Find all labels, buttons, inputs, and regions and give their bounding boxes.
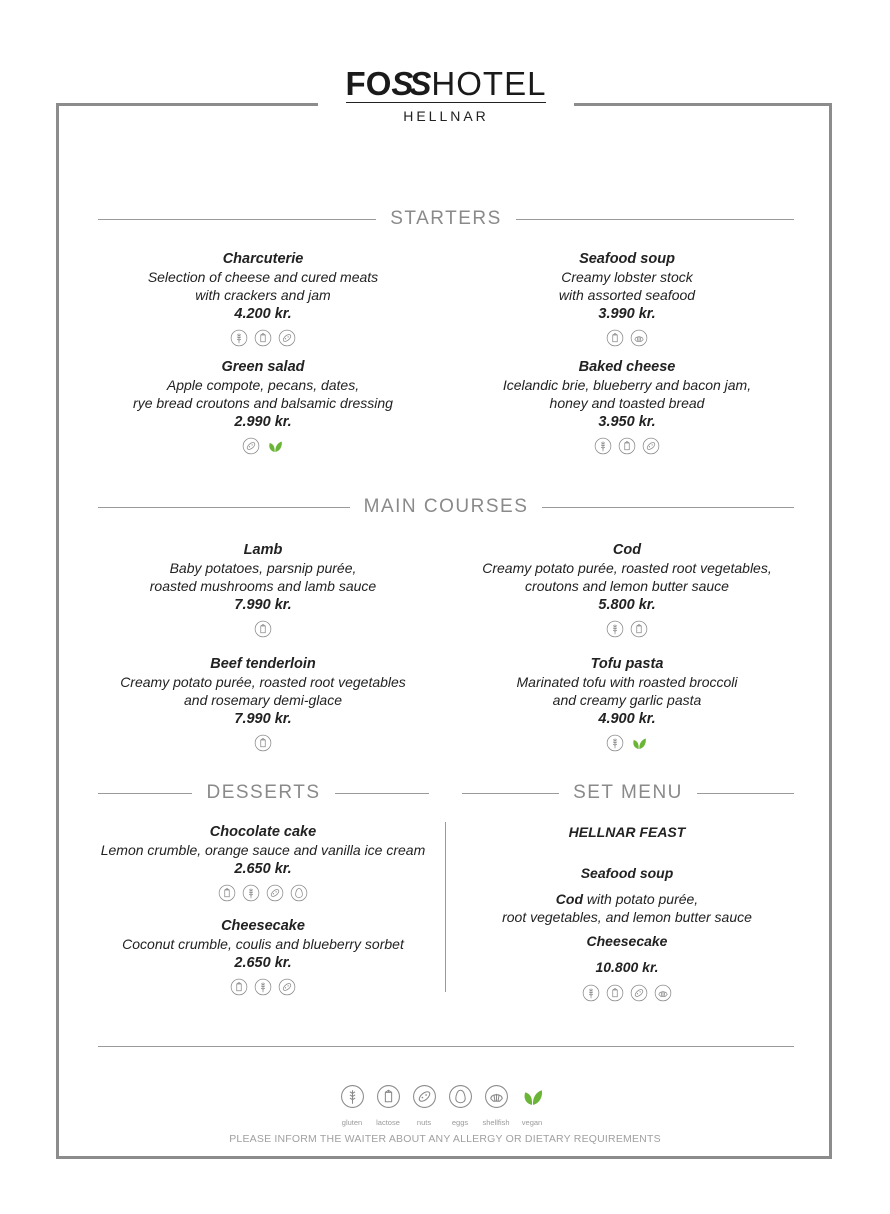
legend-item — [519, 1084, 545, 1127]
shellfish-icon — [484, 1084, 509, 1114]
item-name: Charcuterie — [222, 251, 304, 267]
eggs-icon — [448, 1084, 473, 1114]
nuts-icon — [278, 978, 296, 996]
section-rule — [697, 793, 794, 794]
lactose-icon — [218, 884, 236, 902]
item-description: Lemon crumble, orange sauce and vanilla ice cream — [100, 842, 426, 858]
item-name: Seafood soup — [579, 251, 675, 267]
menu-item — [98, 655, 428, 752]
allergen-icons — [98, 437, 428, 455]
menu-item — [98, 541, 428, 638]
set-menu-course-desc: with potato purée, — [583, 891, 699, 907]
allergen-icons — [98, 978, 428, 996]
section-header-desserts — [98, 782, 429, 804]
item-price: 2.650 kr. — [234, 955, 292, 971]
set-menu-course-desc: root vegetables, and lemon butter sauce — [502, 909, 752, 925]
item-name: Chocolate cake — [209, 824, 317, 840]
item-name: Cheesecake — [221, 918, 305, 934]
lactose-icon — [254, 329, 272, 347]
lactose-icon — [630, 620, 648, 638]
menu-item — [462, 541, 792, 638]
section-title: DESSERTS — [206, 782, 321, 803]
allergen-icons — [462, 329, 792, 347]
logo-wordmark — [318, 66, 574, 102]
logo-part-ss: SS — [391, 65, 428, 102]
set-menu — [462, 823, 792, 1002]
item-description: honey and toasted bread — [549, 395, 705, 411]
gluten-icon — [594, 437, 612, 455]
section-rule — [335, 793, 429, 794]
gluten-icon — [340, 1084, 365, 1114]
nuts-icon — [642, 437, 660, 455]
logo-part-hotel: HOTEL — [431, 65, 547, 102]
nuts-icon — [630, 984, 648, 1002]
legend-item — [375, 1084, 401, 1127]
set-menu-course: Seafood soup — [580, 865, 674, 881]
set-menu-price: 10.800 kr. — [595, 959, 659, 975]
allergen-icons — [98, 734, 428, 752]
lactose-icon — [254, 620, 272, 638]
section-rule — [542, 507, 794, 508]
item-price: 7.990 kr. — [234, 597, 292, 613]
item-name: Baked cheese — [578, 359, 676, 375]
lactose-icon — [376, 1084, 401, 1114]
section-header-set-menu — [462, 782, 794, 804]
vegan-icon — [266, 437, 284, 455]
section-title: STARTERS — [390, 208, 502, 229]
item-price: 4.900 kr. — [598, 711, 656, 727]
menu-item — [462, 358, 792, 455]
gluten-icon — [582, 984, 600, 1002]
logo-rule — [346, 102, 546, 103]
section-header-main-courses — [98, 496, 794, 518]
gluten-icon — [242, 884, 260, 902]
item-price: 3.990 kr. — [598, 306, 656, 322]
item-name: Cod — [612, 542, 642, 558]
eggs-icon — [290, 884, 308, 902]
section-rule — [98, 793, 192, 794]
lactose-icon — [606, 984, 624, 1002]
allergen-icons — [462, 437, 792, 455]
menu-item — [462, 655, 792, 752]
lactose-icon — [618, 437, 636, 455]
vegan-icon — [630, 734, 648, 752]
legend-item — [339, 1084, 365, 1127]
nuts-icon — [242, 437, 260, 455]
item-description: rye bread croutons and balsamic dressing — [133, 395, 393, 411]
item-description: Icelandic brie, blueberry and bacon jam, — [502, 377, 752, 393]
item-name: Green salad — [221, 359, 305, 375]
logo-part-fo: FO — [345, 65, 392, 102]
item-description: Apple compote, pecans, dates, — [166, 377, 360, 393]
menu-item — [98, 917, 428, 996]
allergen-legend — [339, 1084, 545, 1127]
item-price: 4.200 kr. — [234, 306, 292, 322]
section-title: MAIN COURSES — [363, 496, 529, 517]
item-description: and rosemary demi-glace — [184, 692, 342, 708]
item-description: with assorted seafood — [558, 287, 696, 303]
allergen-icons — [98, 620, 428, 638]
nuts-icon — [278, 329, 296, 347]
set-menu-course-name: Cod — [555, 891, 584, 907]
nuts-icon — [266, 884, 284, 902]
item-price: 2.650 kr. — [234, 861, 292, 877]
shellfish-icon — [654, 984, 672, 1002]
column-divider — [445, 822, 446, 992]
allergy-notice: PLEASE INFORM THE WAITER ABOUT ANY ALLERGY OR DIETARY REQUIREMENTS — [229, 1133, 661, 1145]
section-rule — [98, 507, 350, 508]
item-description: Coconut crumble, coulis and blueberry sorbet — [122, 936, 404, 952]
set-menu-course — [462, 890, 792, 908]
item-price: 5.800 kr. — [598, 597, 656, 613]
item-price: 7.990 kr. — [234, 711, 292, 727]
legend-label: lactose — [376, 1118, 400, 1127]
section-title: SET MENU — [573, 782, 683, 803]
item-price: 2.990 kr. — [234, 414, 292, 430]
allergen-icons — [98, 329, 428, 347]
section-rule — [98, 219, 376, 220]
legend-label: vegan — [521, 1118, 543, 1127]
gluten-icon — [606, 620, 624, 638]
logo-location: HELLNAR — [403, 108, 489, 124]
item-description: roasted mushrooms and lamb sauce — [149, 578, 377, 594]
footer-rule — [98, 1046, 794, 1047]
item-name: Tofu pasta — [590, 656, 664, 672]
item-description: Creamy potato purée, roasted root vegetables, — [482, 560, 772, 576]
legend-item — [411, 1084, 437, 1127]
legend-label: nuts — [416, 1118, 432, 1127]
nuts-icon — [412, 1084, 437, 1114]
item-description: Selection of cheese and cured meats — [147, 269, 379, 285]
legend-label: gluten — [341, 1118, 363, 1127]
menu-item — [98, 250, 428, 347]
legend-label: eggs — [451, 1118, 469, 1127]
gluten-icon — [254, 978, 272, 996]
shellfish-icon — [630, 329, 648, 347]
item-description: Marinated tofu with roasted broccoli — [516, 674, 738, 690]
section-rule — [462, 793, 559, 794]
legend-label: shellfish — [482, 1118, 510, 1127]
menu-item — [98, 823, 428, 902]
section-header-starters — [98, 208, 794, 230]
item-price: 3.950 kr. — [598, 414, 656, 430]
item-name: Lamb — [243, 542, 283, 558]
allergen-icons — [462, 734, 792, 752]
item-description: croutons and lemon butter sauce — [525, 578, 729, 594]
menu-item — [462, 250, 792, 347]
vegan-icon — [520, 1084, 545, 1114]
lactose-icon — [254, 734, 272, 752]
item-description: Baby potatoes, parsnip purée, — [169, 560, 357, 576]
legend-item — [483, 1084, 509, 1127]
item-description: Creamy lobster stock — [561, 269, 693, 285]
section-rule — [516, 219, 794, 220]
item-description: with crackers and jam — [195, 287, 331, 303]
item-description: and creamy garlic pasta — [552, 692, 702, 708]
set-menu-course: Cheesecake — [586, 933, 668, 949]
allergen-icons — [462, 984, 792, 1002]
gluten-icon — [230, 329, 248, 347]
legend-item — [447, 1084, 473, 1127]
allergen-icons — [98, 884, 428, 902]
menu-item — [98, 358, 428, 455]
allergen-icons — [462, 620, 792, 638]
item-name: Beef tenderloin — [210, 656, 316, 672]
set-menu-title: HELLNAR FEAST — [568, 824, 686, 840]
lactose-icon — [606, 329, 624, 347]
item-description: Creamy potato purée, roasted root vegetables — [120, 674, 406, 690]
gluten-icon — [606, 734, 624, 752]
lactose-icon — [230, 978, 248, 996]
hotel-logo — [318, 66, 574, 124]
